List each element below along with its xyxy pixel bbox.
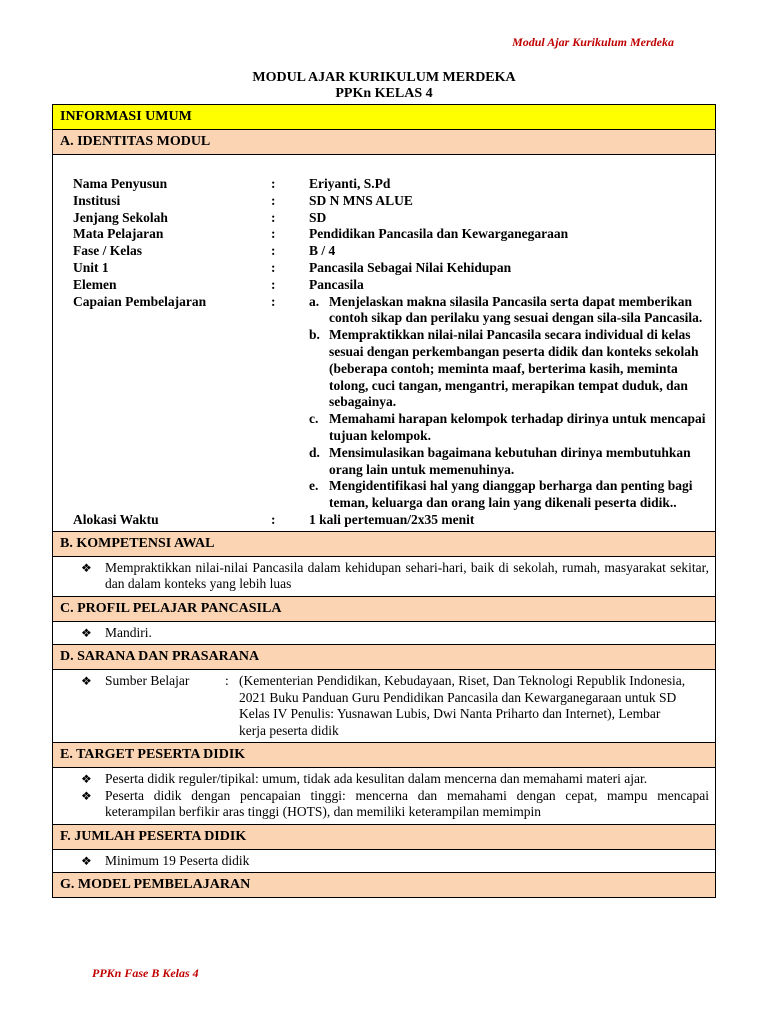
capaian-item-text: Mensimulasikan bagaimana kebutuhan dirinya membutuhkan orang lain untuk memenuhinya. (329, 444, 691, 477)
bullet-icon: ❖ (81, 853, 92, 868)
identitas-label: Unit 1 (73, 259, 109, 275)
capaian-item-text: Mempraktikkan nilai-nilai Pancasila secara individual di kelas sesuai dengan perkembangan peserta didik dan konteks sekolah (beberapa contoh; meminta maaf, berterima kasih, meminta tolong, cuci tangan, mengantri, merapikan tempat duduk, dan sebagainya. (329, 327, 699, 410)
list-item (53, 560, 715, 593)
kompetensi-awal-body (53, 556, 716, 596)
identitas-row (73, 260, 709, 277)
identitas-colon: : (271, 176, 276, 191)
capaian-item-text: Mengidentifikasi hal yang dianggap berharga dan penting bagi teman, keluarga dan orang lain yang dikenali peserta didik.. (329, 478, 693, 511)
identitas-value: SD (309, 209, 327, 225)
bullet-icon: ❖ (81, 674, 92, 689)
identitas-modul-body (53, 155, 716, 532)
sarana-body (53, 670, 716, 743)
list-item (53, 771, 715, 788)
informasi-umum-header: INFORMASI UMUM (53, 105, 716, 130)
identitas-value: Pancasila (309, 276, 364, 292)
capaian-label: Capaian Pembelajaran (73, 293, 207, 309)
section-c-header: C. PROFIL PELAJAR PANCASILA (53, 596, 716, 621)
capaian-item (309, 411, 709, 445)
capaian-colon: : (271, 293, 276, 309)
identitas-value: SD N MNS ALUE (309, 192, 413, 208)
sarana-value: (Kementerian Pendidikan, Kebudayaan, Riset, Dan Teknologi Republik Indonesia, 2021 Buku Panduan Guru Pendidikan Pancasila dan Kewarganegaraan untuk SD Kelas IV Penulis: Yusnawan Lubis, Dwi Nanta Priharto dan Internet), Lembar kerja peserta didik (239, 673, 686, 738)
identitas-label: Institusi (73, 192, 121, 208)
capaian-item-letter: c. (309, 411, 319, 427)
capaian-item (309, 478, 709, 512)
capaian-item-letter: a. (309, 293, 320, 309)
capaian-item (309, 294, 709, 328)
capaian-item-text: Menjelaskan makna silasila Pancasila serta dapat memberikan contoh sikap dan perilaku yang sesuai dengan sila-sila Pancasila. (329, 293, 703, 326)
identitas-row (73, 277, 709, 294)
running-header: Modul Ajar Kurikulum Merdeka (512, 35, 674, 49)
list-item (53, 625, 715, 642)
identitas-row (73, 226, 709, 243)
identitas-row (73, 176, 709, 193)
identitas-value: B / 4 (309, 243, 336, 259)
target-text-2: Peserta didik dengan pencapaian tinggi: mencerna dan memahami dengan cepat, mampu mencapai keterampilan berfikir aras tinggi (HOTS), dan memiliki keterampilan memimpin (105, 787, 709, 820)
identitas-row (73, 193, 709, 210)
identitas-row (73, 243, 709, 260)
list-item (53, 673, 715, 739)
section-b-header: B. KOMPETENSI AWAL (53, 531, 716, 556)
capaian-item-letter: d. (309, 444, 320, 460)
identitas-value: Eriyanti, S.Pd (309, 176, 391, 191)
bullet-icon: ❖ (81, 560, 92, 575)
section-f-header: F. JUMLAH PESERTA DIDIK (53, 824, 716, 849)
target-body (53, 768, 716, 825)
identitas-row (73, 210, 709, 227)
alokasi-value: 1 kali pertemuan/2x35 menit (309, 511, 475, 527)
sarana-label: Sumber Belajar (105, 673, 190, 689)
identitas-colon: : (271, 259, 276, 275)
capaian-item (309, 327, 709, 411)
profil-body (53, 621, 716, 645)
identitas-colon: : (271, 243, 276, 259)
section-a-header: A. IDENTITAS MODUL (53, 130, 716, 155)
identitas-colon: : (271, 276, 276, 292)
capaian-item-letter: b. (309, 327, 320, 343)
bullet-icon: ❖ (81, 788, 92, 803)
identitas-rows (73, 176, 709, 294)
identitas-colon: : (271, 209, 276, 225)
identitas-value: Pancasila Sebagai Nilai Kehidupan (309, 259, 512, 275)
capaian-item (309, 445, 709, 479)
identitas-label: Nama Penyusun (73, 176, 168, 191)
section-e-header: E. TARGET PESERTA DIDIK (53, 743, 716, 768)
identitas-label: Jenjang Sekolah (73, 209, 168, 225)
kompetensi-awal-text: Mempraktikkan nilai-nilai Pancasila dalam kehidupan sehari-hari, baik di sekolah, rumah, masyarakat sekitar, dan dalam konteks yang lebih luas (105, 559, 709, 592)
capaian-item-text: Memahami harapan kelompok terhadap dirinya untuk mencapai tujuan kelompok. (329, 411, 706, 443)
alokasi-label: Alokasi Waktu (73, 511, 159, 527)
capaian-row (73, 294, 709, 512)
alokasi-row (73, 512, 709, 529)
section-g-header: G. MODEL PEMBELAJARAN (53, 873, 716, 898)
section-d-header: D. SARANA DAN PRASARANA (53, 645, 716, 670)
identitas-value: Pendidikan Pancasila dan Kewarganegaraan (309, 226, 569, 242)
title-line-2: PPKn KELAS 4 (335, 86, 433, 101)
module-table (52, 104, 716, 898)
identitas-label: Fase / Kelas (73, 243, 142, 259)
jumlah-body (53, 849, 716, 873)
title-line-1: MODUL AJAR KURIKULUM MERDEKA (252, 70, 516, 85)
bullet-icon: ❖ (81, 625, 92, 640)
identitas-label: Mata Pelajaran (73, 226, 164, 242)
identitas-colon: : (271, 226, 276, 242)
list-item (53, 788, 715, 821)
identitas-label: Elemen (73, 276, 117, 292)
bullet-icon: ❖ (81, 772, 92, 787)
capaian-item-letter: e. (309, 478, 319, 494)
jumlah-text: Minimum 19 Peserta didik (105, 852, 250, 868)
list-item (53, 853, 715, 870)
alokasi-colon: : (271, 511, 276, 527)
document-title (0, 70, 768, 102)
sarana-colon: : (225, 673, 229, 689)
capaian-list (309, 294, 709, 512)
identitas-colon: : (271, 192, 276, 208)
target-text-1: Peserta didik reguler/tipikal: umum, tidak ada kesulitan dalam mencerna dan memahami materi ajar. (105, 771, 648, 787)
running-footer: PPKn Fase B Kelas 4 (92, 966, 199, 980)
profil-text: Mandiri. (105, 624, 152, 640)
